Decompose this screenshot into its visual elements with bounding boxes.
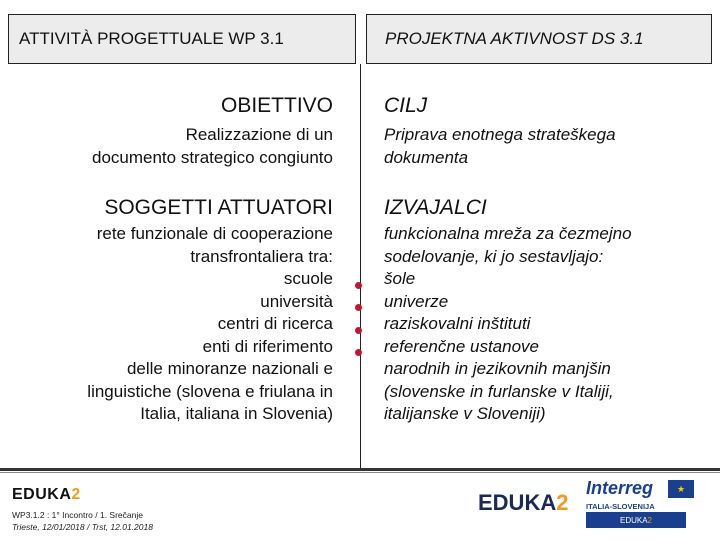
footer-divider-thin — [0, 472, 720, 473]
header-right-text: PROJEKTNA AKTIVNOST DS 3.1 — [385, 29, 644, 48]
left-actors-line: rete funzionale di cooperazione — [96, 224, 333, 243]
logo-main-text: EDUKA — [478, 490, 557, 515]
column-divider — [360, 64, 361, 469]
right-actors-line: šole — [384, 269, 416, 288]
left-actors-line: centri di ricerca — [217, 314, 333, 333]
left-actors-line: università — [260, 291, 333, 311]
right-actors-line: narodnih in jezikovnih manjšin — [384, 359, 611, 378]
right-objective-line-1: Priprava enotnega strateškega — [384, 125, 616, 144]
left-actors-line: delle minoranze nazionali e — [126, 359, 333, 378]
right-actors-line: italijanske v Sloveniji) — [384, 404, 546, 423]
left-actors-heading: SOGGETTI ATTUATORI — [104, 196, 333, 219]
bullet-icon — [355, 304, 362, 311]
right-actors-heading: IZVAJALCI — [384, 196, 487, 219]
logo-accent-text: 2 — [556, 490, 569, 515]
left-objective-line-2: documento strategico congiunto — [92, 147, 333, 167]
right-actors-line: sodelovanje, ki jo sestavljajo: — [384, 246, 604, 266]
right-objective-heading: CILJ — [384, 94, 428, 117]
right-objective-line-2: dokumenta — [384, 147, 469, 167]
right-actors-list — [384, 223, 704, 426]
left-actors-line: linguistiche (slovena e friulana in — [87, 381, 333, 401]
right-actors-line: referenčne ustanove — [384, 336, 539, 356]
bullet-icon — [355, 327, 362, 334]
bullet-icon — [355, 282, 362, 289]
logo-accent-text: 2 — [71, 486, 81, 503]
footer-divider — [0, 468, 720, 471]
bar-main-text: EDUKA — [619, 515, 648, 525]
right-actors-line: funkcionalna mreža za čezmejno — [384, 224, 632, 243]
interreg-brand: Interreg — [586, 478, 654, 498]
left-objective-line-1: Realizzazione di un — [185, 125, 333, 144]
eduka2-logo-small — [12, 486, 81, 504]
interreg-logo — [586, 478, 714, 528]
right-actors-line: univerze — [384, 291, 449, 311]
interreg-program: ITALIA-SLOVENIJA — [586, 502, 655, 511]
header-left-text: ATTIVITÀ PROGETTUALE WP 3.1 — [19, 29, 284, 48]
left-actors-line: scuole — [283, 269, 333, 288]
left-objective-text — [10, 124, 333, 169]
bullet-icon — [355, 349, 362, 356]
left-objective-heading: OBIETTIVO — [220, 94, 333, 117]
right-actors-line: (slovenske in furlanske v Italiji, — [384, 381, 614, 401]
left-actors-line: transfrontaliera tra: — [190, 246, 333, 266]
date-caption: Trieste, 12/01/2018 / Trst, 12.01.2018 — [12, 522, 153, 532]
left-actors-list — [10, 223, 333, 426]
logo-main-text: EDUKA — [12, 486, 72, 503]
left-actors-line: enti di riferimento — [202, 336, 333, 356]
header-right-title — [366, 14, 712, 64]
meeting-caption: WP3.1.2 : 1° Incontro / 1. Srečanje — [12, 510, 143, 520]
interreg-project-bar — [586, 512, 686, 528]
eu-flag-icon: ★ — [668, 480, 694, 498]
eduka2-logo-center — [478, 490, 568, 516]
right-objective-text — [384, 124, 704, 169]
bar-accent-text: 2 — [647, 515, 652, 525]
right-actors-line: raziskovalni inštituti — [384, 314, 531, 333]
header-left-title — [8, 14, 356, 64]
left-actors-line: Italia, italiana in Slovenia) — [140, 404, 333, 423]
